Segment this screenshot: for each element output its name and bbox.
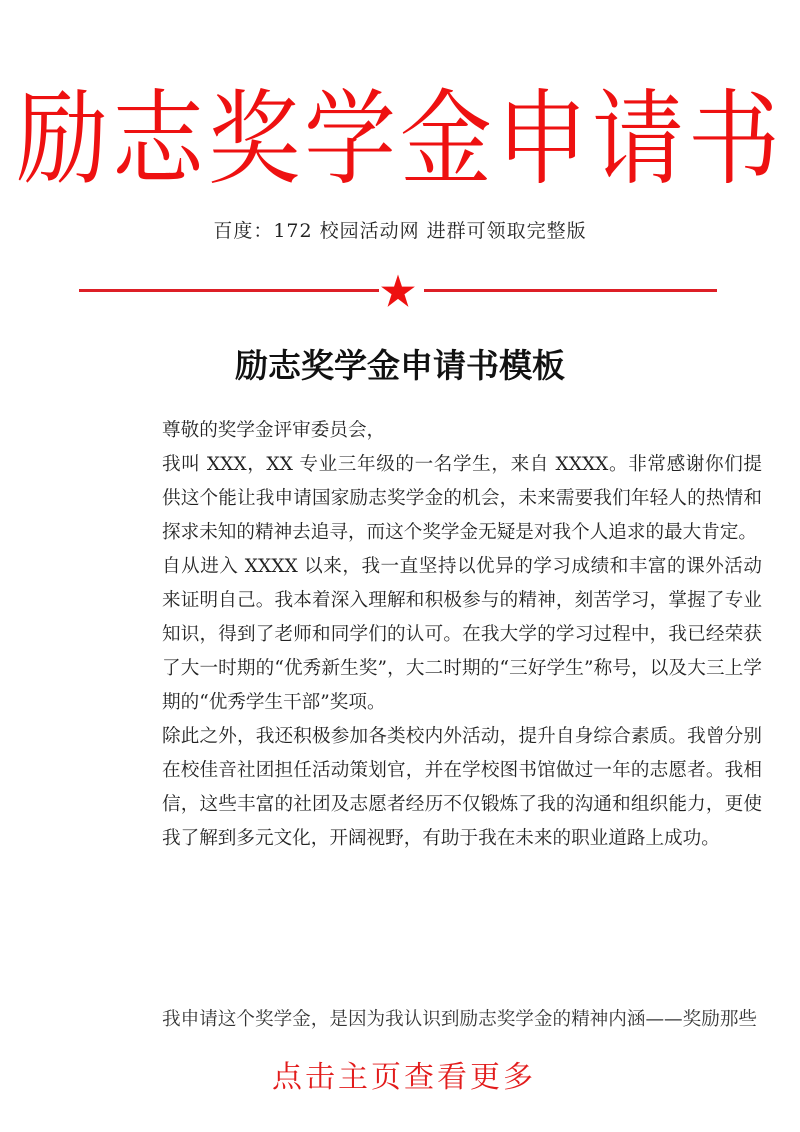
paragraph: 我叫 XXX，XX 专业三年级的一名学生，来自 XXXX。非常感谢你们提供这个能让我申请国家励志奖学金的机会，未来需要我们年轻人的热情和探求未知的精神去追寻，而这个奖学金无疑是对我个人追求的最大肯定。 bbox=[162, 454, 762, 543]
divider-line-left bbox=[79, 289, 379, 292]
truncated-paragraph bbox=[162, 1004, 762, 1030]
subtitle: 百度：172 校园活动网 进群可领取完整版 bbox=[213, 220, 587, 242]
salutation: 尊敬的奖学金评审委员会， bbox=[162, 420, 386, 441]
document-body bbox=[162, 414, 762, 856]
paragraph: 除此之外，我还积极参加各类校内外活动，提升自身综合素质。我曾分别在校佳音社团担任活动策划官，并在学校图书馆做过一年的志愿者。我相信，这些丰富的社团及志愿者经历不仅锻炼了我的沟通和组织能力，更使我了解到多元文化，开阔视野，有助于我在未来的职业道路上成功。 bbox=[162, 726, 762, 849]
truncated-text: 我申请这个奖学金，是因为我认识到励志奖学金的精神内涵——奖励那些 bbox=[162, 1009, 758, 1030]
document-title: 励志奖学金申请书模板 bbox=[235, 346, 565, 385]
star-icon bbox=[380, 273, 416, 309]
divider-line-right bbox=[424, 289, 717, 292]
view-more-link[interactable]: 点击主页查看更多 bbox=[272, 1060, 536, 1095]
paragraph: 自从进入 XXXX 以来，我一直坚持以优异的学习成绩和丰富的课外活动来证明自己。我本着深入理解和积极参与的精神，刻苦学习，掌握了专业知识，得到了老师和同学们的认可。在我大学的学习过程中，我已经荣获了大一时期的“优秀新生奖”，大二时期的“三好学生”称号，以及大三上学期的“优秀学生干部”奖项。 bbox=[162, 556, 762, 713]
banner-title: 励志奖学金申请书 bbox=[15, 79, 784, 199]
